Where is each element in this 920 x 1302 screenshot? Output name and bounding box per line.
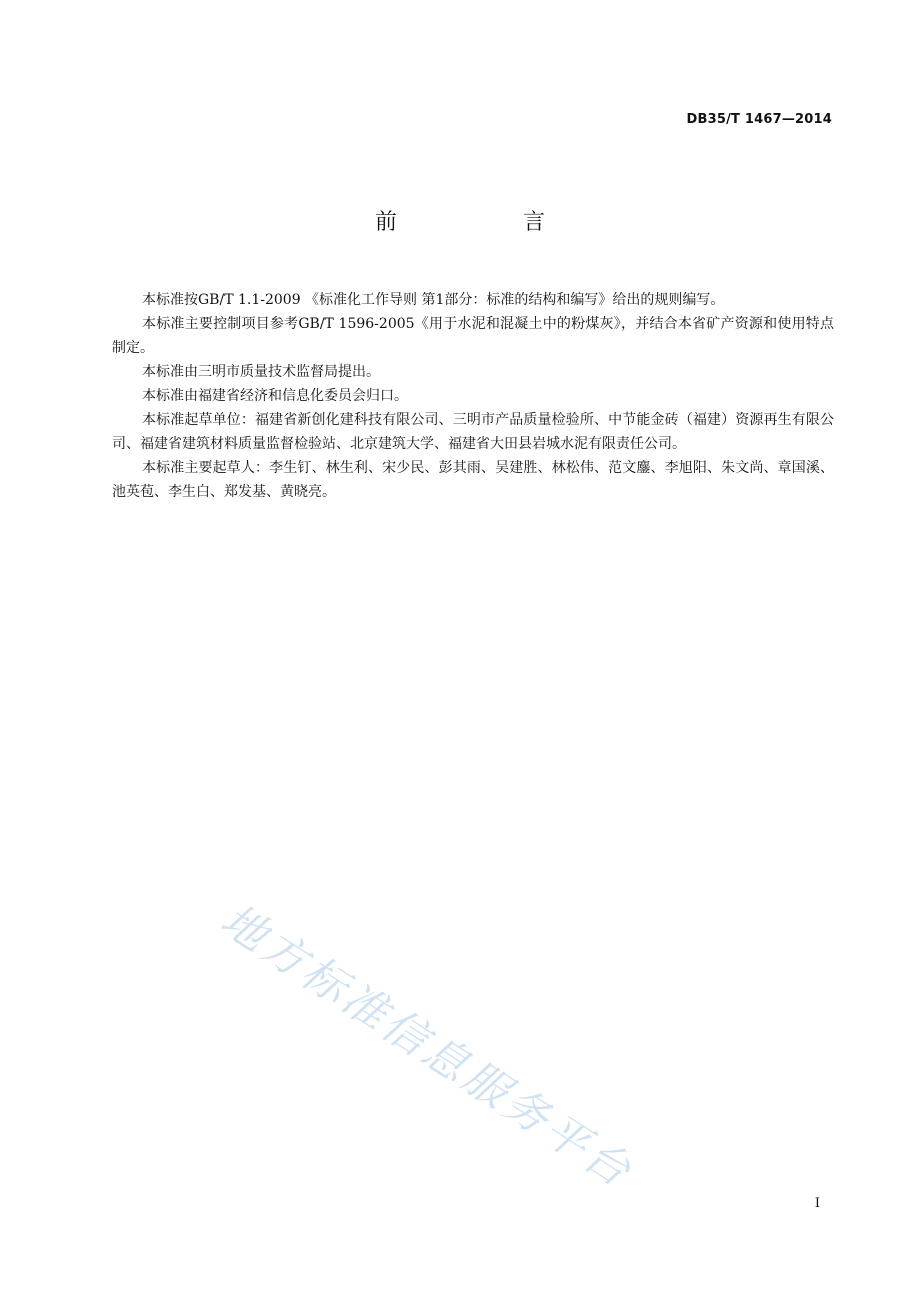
watermark: 地方标准信息服务平台 (211, 894, 642, 1199)
paragraph-drafting-rules: 本标准按GB/T 1.1-2009 《标准化工作导则 第1部分：标准的结构和编写》给出的规则编写。 (142, 292, 725, 308)
paragraph-drafters: 本标准主要起草人：李生钉、林生利、宋少民、彭其雨、吴建胜、林松伟、范文鏖、李旭阳、朱文尚、章国溪、池英苞、李生白、郑发基、黄晓亮。 (112, 460, 834, 500)
foreword-body (112, 288, 834, 504)
paragraph-reference-standard: 本标准主要控制项目参考GB/T 1596-2005《用于水泥和混凝土中的粉煤灰》，并结合本省矿产资源和使用特点制定。 (112, 316, 834, 356)
paragraph-centralized-by: 本标准由福建省经济和信息化委员会归口。 (142, 388, 408, 404)
page-number: I (814, 1196, 820, 1211)
page-title: 前 言 (374, 210, 597, 235)
paragraph-drafting-units: 本标准起草单位：福建省新创化建科技有限公司、三明市产品质量检验所、中节能金砖（福建）资源再生有限公司、福建省建筑材料质量监督检验站、北京建筑大学、福建省大田县岩城水泥有限责任公司。 (112, 412, 834, 452)
paragraph-proposed-by: 本标准由三明市质量技术监督局提出。 (142, 364, 380, 380)
standard-code: DB35/T 1467—2014 (686, 112, 832, 127)
